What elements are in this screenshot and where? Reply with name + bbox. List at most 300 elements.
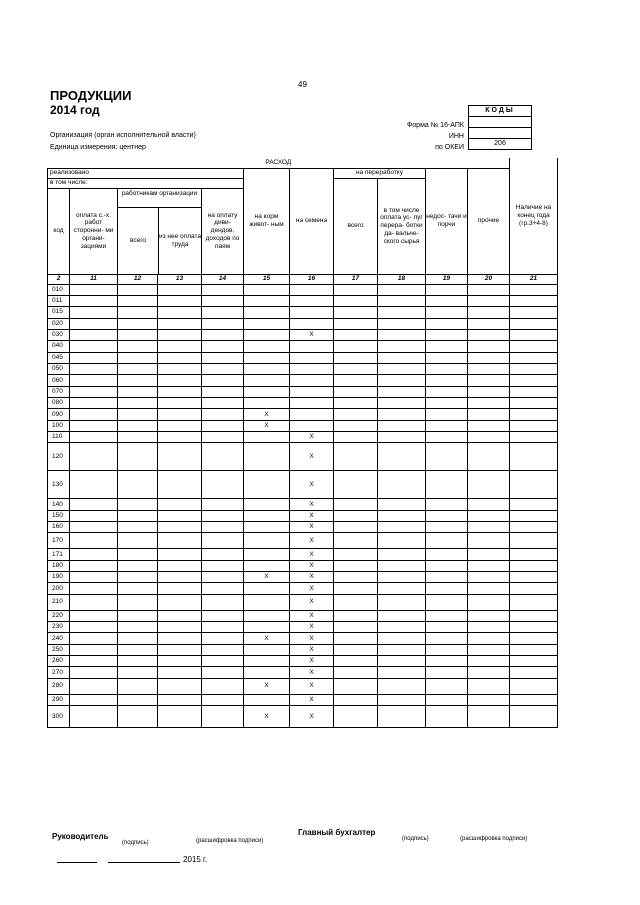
cell-col15[interactable] xyxy=(244,386,290,397)
input-cell[interactable] xyxy=(510,499,558,510)
input-cell[interactable] xyxy=(158,318,202,329)
cell-col15[interactable] xyxy=(244,622,290,633)
input-cell[interactable] xyxy=(202,644,244,655)
cell-col16[interactable] xyxy=(290,386,334,397)
input-cell[interactable] xyxy=(510,420,558,431)
input-cell[interactable] xyxy=(118,341,158,352)
input-cell[interactable] xyxy=(118,533,158,549)
input-cell[interactable] xyxy=(510,667,558,678)
input-cell[interactable] xyxy=(70,341,118,352)
input-cell[interactable] xyxy=(202,633,244,644)
input-cell[interactable] xyxy=(158,594,202,610)
input-cell[interactable] xyxy=(158,560,202,571)
input-cell[interactable] xyxy=(202,706,244,728)
input-cell[interactable] xyxy=(70,397,118,408)
input-cell[interactable] xyxy=(118,633,158,644)
input-cell[interactable] xyxy=(202,510,244,521)
input-cell[interactable] xyxy=(468,522,510,533)
input-cell[interactable] xyxy=(118,352,158,363)
input-cell[interactable] xyxy=(70,610,118,621)
input-cell[interactable] xyxy=(158,706,202,728)
input-cell[interactable] xyxy=(378,522,426,533)
input-cell[interactable] xyxy=(202,284,244,295)
input-cell[interactable] xyxy=(202,352,244,363)
input-cell[interactable] xyxy=(468,352,510,363)
cell-col15[interactable] xyxy=(244,375,290,386)
input-cell[interactable] xyxy=(426,499,468,510)
input-cell[interactable] xyxy=(118,318,158,329)
input-cell[interactable] xyxy=(468,694,510,705)
input-cell[interactable] xyxy=(378,560,426,571)
input-cell[interactable] xyxy=(70,583,118,594)
cell-col15[interactable] xyxy=(244,610,290,621)
cell-col15[interactable] xyxy=(244,318,290,329)
input-cell[interactable] xyxy=(510,678,558,694)
input-cell[interactable] xyxy=(468,610,510,621)
input-cell[interactable] xyxy=(378,667,426,678)
cell-col15[interactable] xyxy=(244,499,290,510)
input-cell[interactable] xyxy=(468,329,510,340)
input-cell[interactable] xyxy=(334,295,378,306)
input-cell[interactable] xyxy=(70,510,118,521)
input-cell[interactable] xyxy=(70,706,118,728)
cell-col16[interactable] xyxy=(290,409,334,420)
input-cell[interactable] xyxy=(70,409,118,420)
input-cell[interactable] xyxy=(468,443,510,471)
input-cell[interactable] xyxy=(378,431,426,442)
input-cell[interactable] xyxy=(334,644,378,655)
input-cell[interactable] xyxy=(70,499,118,510)
input-cell[interactable] xyxy=(510,386,558,397)
input-cell[interactable] xyxy=(118,431,158,442)
input-cell[interactable] xyxy=(468,656,510,667)
input-cell[interactable] xyxy=(70,318,118,329)
input-cell[interactable] xyxy=(378,510,426,521)
input-cell[interactable] xyxy=(378,409,426,420)
cell-col15[interactable] xyxy=(244,443,290,471)
input-cell[interactable] xyxy=(118,678,158,694)
okei-field[interactable]: 206 xyxy=(494,140,506,147)
cell-col15[interactable] xyxy=(244,694,290,705)
input-cell[interactable] xyxy=(468,572,510,583)
input-cell[interactable] xyxy=(70,375,118,386)
input-cell[interactable] xyxy=(70,533,118,549)
input-cell[interactable] xyxy=(468,375,510,386)
input-cell[interactable] xyxy=(334,510,378,521)
input-cell[interactable] xyxy=(426,363,468,374)
input-cell[interactable] xyxy=(118,329,158,340)
cell-col15[interactable] xyxy=(244,352,290,363)
cell-col15[interactable] xyxy=(244,341,290,352)
input-cell[interactable] xyxy=(378,549,426,560)
input-cell[interactable] xyxy=(334,560,378,571)
form-code-field[interactable] xyxy=(469,117,531,128)
inn-field[interactable] xyxy=(469,128,531,139)
input-cell[interactable] xyxy=(334,386,378,397)
input-cell[interactable] xyxy=(118,706,158,728)
input-cell[interactable] xyxy=(202,656,244,667)
input-cell[interactable] xyxy=(70,522,118,533)
input-cell[interactable] xyxy=(118,560,158,571)
input-cell[interactable] xyxy=(158,522,202,533)
cell-col15[interactable] xyxy=(244,549,290,560)
cell-col16[interactable] xyxy=(290,363,334,374)
input-cell[interactable] xyxy=(70,352,118,363)
input-cell[interactable] xyxy=(510,329,558,340)
input-cell[interactable] xyxy=(378,420,426,431)
input-cell[interactable] xyxy=(334,622,378,633)
input-cell[interactable] xyxy=(378,694,426,705)
input-cell[interactable] xyxy=(510,706,558,728)
input-cell[interactable] xyxy=(426,706,468,728)
input-cell[interactable] xyxy=(202,409,244,420)
input-cell[interactable] xyxy=(426,307,468,318)
input-cell[interactable] xyxy=(334,409,378,420)
input-cell[interactable] xyxy=(468,307,510,318)
input-cell[interactable] xyxy=(468,510,510,521)
input-cell[interactable] xyxy=(378,594,426,610)
input-cell[interactable] xyxy=(202,622,244,633)
input-cell[interactable] xyxy=(334,443,378,471)
input-cell[interactable] xyxy=(426,560,468,571)
input-cell[interactable] xyxy=(158,667,202,678)
input-cell[interactable] xyxy=(334,533,378,549)
input-cell[interactable] xyxy=(158,420,202,431)
input-cell[interactable] xyxy=(334,397,378,408)
input-cell[interactable] xyxy=(202,667,244,678)
input-cell[interactable] xyxy=(334,667,378,678)
cell-col15[interactable] xyxy=(244,522,290,533)
input-cell[interactable] xyxy=(158,284,202,295)
input-cell[interactable] xyxy=(334,375,378,386)
cell-col15[interactable] xyxy=(244,583,290,594)
input-cell[interactable] xyxy=(426,594,468,610)
input-cell[interactable] xyxy=(468,560,510,571)
input-cell[interactable] xyxy=(378,644,426,655)
input-cell[interactable] xyxy=(158,499,202,510)
input-cell[interactable] xyxy=(202,471,244,499)
input-cell[interactable] xyxy=(158,471,202,499)
input-cell[interactable] xyxy=(334,499,378,510)
input-cell[interactable] xyxy=(426,510,468,521)
input-cell[interactable] xyxy=(378,341,426,352)
input-cell[interactable] xyxy=(334,363,378,374)
input-cell[interactable] xyxy=(118,644,158,655)
input-cell[interactable] xyxy=(510,318,558,329)
input-cell[interactable] xyxy=(118,284,158,295)
input-cell[interactable] xyxy=(426,622,468,633)
cell-col16[interactable] xyxy=(290,295,334,306)
input-cell[interactable] xyxy=(510,375,558,386)
input-cell[interactable] xyxy=(378,678,426,694)
input-cell[interactable] xyxy=(426,610,468,621)
input-cell[interactable] xyxy=(378,318,426,329)
input-cell[interactable] xyxy=(334,341,378,352)
cell-col16[interactable] xyxy=(290,375,334,386)
cell-col15[interactable] xyxy=(244,363,290,374)
input-cell[interactable] xyxy=(468,409,510,420)
input-cell[interactable] xyxy=(510,443,558,471)
cell-col15[interactable] xyxy=(244,431,290,442)
input-cell[interactable] xyxy=(378,284,426,295)
input-cell[interactable] xyxy=(158,295,202,306)
input-cell[interactable] xyxy=(468,678,510,694)
cell-col15[interactable] xyxy=(244,560,290,571)
input-cell[interactable] xyxy=(510,431,558,442)
input-cell[interactable] xyxy=(510,572,558,583)
input-cell[interactable] xyxy=(426,420,468,431)
input-cell[interactable] xyxy=(158,329,202,340)
input-cell[interactable] xyxy=(468,622,510,633)
cell-col15[interactable] xyxy=(244,667,290,678)
input-cell[interactable] xyxy=(334,694,378,705)
input-cell[interactable] xyxy=(426,329,468,340)
input-cell[interactable] xyxy=(510,471,558,499)
input-cell[interactable] xyxy=(118,307,158,318)
input-cell[interactable] xyxy=(118,610,158,621)
input-cell[interactable] xyxy=(426,352,468,363)
cell-col15[interactable] xyxy=(244,471,290,499)
input-cell[interactable] xyxy=(510,656,558,667)
input-cell[interactable] xyxy=(118,572,158,583)
input-cell[interactable] xyxy=(158,644,202,655)
input-cell[interactable] xyxy=(118,594,158,610)
input-cell[interactable] xyxy=(158,583,202,594)
cell-col15[interactable] xyxy=(244,533,290,549)
input-cell[interactable] xyxy=(70,471,118,499)
input-cell[interactable] xyxy=(158,341,202,352)
input-cell[interactable] xyxy=(70,694,118,705)
input-cell[interactable] xyxy=(426,633,468,644)
cell-col15[interactable] xyxy=(244,397,290,408)
input-cell[interactable] xyxy=(158,533,202,549)
input-cell[interactable] xyxy=(334,656,378,667)
input-cell[interactable] xyxy=(510,610,558,621)
cell-col16[interactable] xyxy=(290,284,334,295)
input-cell[interactable] xyxy=(334,420,378,431)
input-cell[interactable] xyxy=(378,656,426,667)
input-cell[interactable] xyxy=(426,375,468,386)
input-cell[interactable] xyxy=(510,560,558,571)
input-cell[interactable] xyxy=(70,594,118,610)
input-cell[interactable] xyxy=(158,656,202,667)
input-cell[interactable] xyxy=(118,656,158,667)
input-cell[interactable] xyxy=(426,583,468,594)
input-cell[interactable] xyxy=(378,363,426,374)
input-cell[interactable] xyxy=(118,409,158,420)
input-cell[interactable] xyxy=(202,431,244,442)
input-cell[interactable] xyxy=(378,397,426,408)
input-cell[interactable] xyxy=(334,522,378,533)
input-cell[interactable] xyxy=(70,329,118,340)
cell-col15[interactable] xyxy=(244,329,290,340)
input-cell[interactable] xyxy=(510,295,558,306)
input-cell[interactable] xyxy=(202,420,244,431)
input-cell[interactable] xyxy=(426,667,468,678)
input-cell[interactable] xyxy=(378,295,426,306)
input-cell[interactable] xyxy=(334,352,378,363)
input-cell[interactable] xyxy=(334,594,378,610)
input-cell[interactable] xyxy=(378,307,426,318)
input-cell[interactable] xyxy=(510,533,558,549)
input-cell[interactable] xyxy=(70,386,118,397)
input-cell[interactable] xyxy=(202,318,244,329)
input-cell[interactable] xyxy=(378,352,426,363)
input-cell[interactable] xyxy=(70,420,118,431)
input-cell[interactable] xyxy=(118,694,158,705)
input-cell[interactable] xyxy=(118,363,158,374)
input-cell[interactable] xyxy=(378,533,426,549)
input-cell[interactable] xyxy=(378,572,426,583)
input-cell[interactable] xyxy=(426,386,468,397)
input-cell[interactable] xyxy=(202,572,244,583)
input-cell[interactable] xyxy=(334,471,378,499)
input-cell[interactable] xyxy=(158,352,202,363)
input-cell[interactable] xyxy=(334,329,378,340)
cell-col15[interactable] xyxy=(244,510,290,521)
input-cell[interactable] xyxy=(378,443,426,471)
input-cell[interactable] xyxy=(70,284,118,295)
input-cell[interactable] xyxy=(426,656,468,667)
input-cell[interactable] xyxy=(510,522,558,533)
input-cell[interactable] xyxy=(468,549,510,560)
input-cell[interactable] xyxy=(378,583,426,594)
input-cell[interactable] xyxy=(426,397,468,408)
input-cell[interactable] xyxy=(70,678,118,694)
input-cell[interactable] xyxy=(426,533,468,549)
input-cell[interactable] xyxy=(202,363,244,374)
input-cell[interactable] xyxy=(202,329,244,340)
input-cell[interactable] xyxy=(202,694,244,705)
input-cell[interactable] xyxy=(426,644,468,655)
input-cell[interactable] xyxy=(70,644,118,655)
input-cell[interactable] xyxy=(468,431,510,442)
input-cell[interactable] xyxy=(334,318,378,329)
cell-col15[interactable] xyxy=(244,295,290,306)
input-cell[interactable] xyxy=(510,363,558,374)
input-cell[interactable] xyxy=(468,533,510,549)
input-cell[interactable] xyxy=(334,549,378,560)
input-cell[interactable] xyxy=(202,610,244,621)
input-cell[interactable] xyxy=(158,572,202,583)
cell-col15[interactable] xyxy=(244,644,290,655)
input-cell[interactable] xyxy=(158,431,202,442)
cell-col16[interactable] xyxy=(290,307,334,318)
input-cell[interactable] xyxy=(334,678,378,694)
input-cell[interactable] xyxy=(118,510,158,521)
input-cell[interactable] xyxy=(468,363,510,374)
input-cell[interactable] xyxy=(118,522,158,533)
input-cell[interactable] xyxy=(426,443,468,471)
input-cell[interactable] xyxy=(202,375,244,386)
input-cell[interactable] xyxy=(468,706,510,728)
input-cell[interactable] xyxy=(426,318,468,329)
cell-col15[interactable] xyxy=(244,656,290,667)
input-cell[interactable] xyxy=(510,397,558,408)
input-cell[interactable] xyxy=(158,633,202,644)
input-cell[interactable] xyxy=(378,471,426,499)
input-cell[interactable] xyxy=(70,363,118,374)
input-cell[interactable] xyxy=(426,522,468,533)
input-cell[interactable] xyxy=(70,307,118,318)
input-cell[interactable] xyxy=(70,431,118,442)
input-cell[interactable] xyxy=(70,549,118,560)
input-cell[interactable] xyxy=(510,583,558,594)
input-cell[interactable] xyxy=(378,633,426,644)
input-cell[interactable] xyxy=(158,375,202,386)
input-cell[interactable] xyxy=(334,572,378,583)
input-cell[interactable] xyxy=(334,583,378,594)
input-cell[interactable] xyxy=(70,656,118,667)
input-cell[interactable] xyxy=(70,622,118,633)
input-cell[interactable] xyxy=(378,386,426,397)
input-cell[interactable] xyxy=(158,510,202,521)
input-cell[interactable] xyxy=(158,678,202,694)
cell-col15[interactable] xyxy=(244,284,290,295)
input-cell[interactable] xyxy=(158,549,202,560)
cell-col16[interactable] xyxy=(290,352,334,363)
input-cell[interactable] xyxy=(468,499,510,510)
input-cell[interactable] xyxy=(426,549,468,560)
input-cell[interactable] xyxy=(468,667,510,678)
input-cell[interactable] xyxy=(426,572,468,583)
input-cell[interactable] xyxy=(202,307,244,318)
input-cell[interactable] xyxy=(510,307,558,318)
input-cell[interactable] xyxy=(202,341,244,352)
input-cell[interactable] xyxy=(118,295,158,306)
input-cell[interactable] xyxy=(426,409,468,420)
input-cell[interactable] xyxy=(510,341,558,352)
input-cell[interactable] xyxy=(202,594,244,610)
input-cell[interactable] xyxy=(510,594,558,610)
input-cell[interactable] xyxy=(202,522,244,533)
input-cell[interactable] xyxy=(510,694,558,705)
input-cell[interactable] xyxy=(426,678,468,694)
input-cell[interactable] xyxy=(468,284,510,295)
input-cell[interactable] xyxy=(426,284,468,295)
input-cell[interactable] xyxy=(378,622,426,633)
input-cell[interactable] xyxy=(426,431,468,442)
input-cell[interactable] xyxy=(118,397,158,408)
input-cell[interactable] xyxy=(426,471,468,499)
input-cell[interactable] xyxy=(202,397,244,408)
input-cell[interactable] xyxy=(510,352,558,363)
input-cell[interactable] xyxy=(510,633,558,644)
input-cell[interactable] xyxy=(158,694,202,705)
input-cell[interactable] xyxy=(468,420,510,431)
cell-col16[interactable] xyxy=(290,318,334,329)
input-cell[interactable] xyxy=(158,409,202,420)
input-cell[interactable] xyxy=(334,284,378,295)
input-cell[interactable] xyxy=(510,549,558,560)
input-cell[interactable] xyxy=(202,386,244,397)
input-cell[interactable] xyxy=(378,706,426,728)
input-cell[interactable] xyxy=(70,443,118,471)
input-cell[interactable] xyxy=(118,443,158,471)
input-cell[interactable] xyxy=(118,375,158,386)
input-cell[interactable] xyxy=(70,295,118,306)
input-cell[interactable] xyxy=(158,610,202,621)
cell-col16[interactable] xyxy=(290,420,334,431)
month-blank[interactable] xyxy=(108,862,180,863)
input-cell[interactable] xyxy=(468,471,510,499)
input-cell[interactable] xyxy=(378,610,426,621)
input-cell[interactable] xyxy=(70,633,118,644)
cell-col16[interactable] xyxy=(290,397,334,408)
input-cell[interactable] xyxy=(70,667,118,678)
input-cell[interactable] xyxy=(468,397,510,408)
input-cell[interactable] xyxy=(468,341,510,352)
